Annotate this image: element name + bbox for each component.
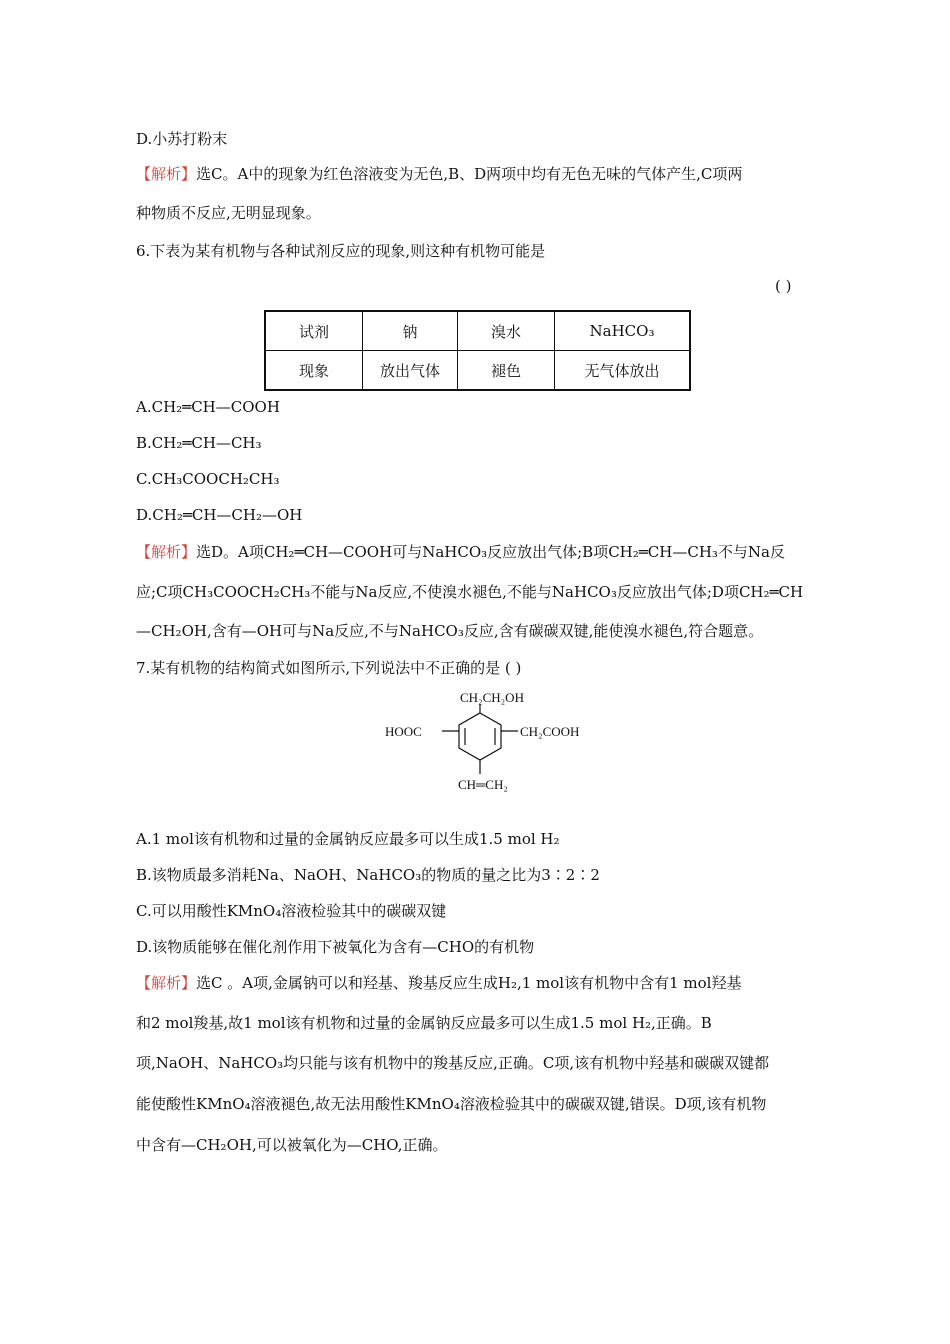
q5-option-d: D.小苏打粉末 (136, 130, 228, 148)
q7-analysis-line-2: 和2 mol羧基,故1 mol该有机物和过量的金属钠反应最多可以生成1.5 mol H₂,正确。B (136, 1014, 712, 1032)
q7-option-a: A.1 mol该有机物和过量的金属钠反应最多可以生成1.5 mol H₂ (136, 830, 560, 848)
table-header-cell: 试剂 (265, 311, 363, 351)
analysis-tag: 【解析】 (136, 543, 197, 561)
analysis-tag: 【解析】 (136, 974, 197, 992)
table-cell: 现象 (265, 351, 363, 391)
q6-answer-bracket: ( ) (775, 277, 792, 295)
q6-option-c: C.CH₃COOCH₂CH₃ (136, 470, 280, 488)
q6-option-d: D.CH₂═CH—CH₂—OH (136, 506, 303, 524)
q7-option-c: C.可以用酸性KMnO₄溶液检验其中的碳碳双键 (136, 902, 447, 920)
q6-analysis-line-3: —CH₂OH,含有—OH可与Na反应,不与NaHCO₃反应,含有碳碳双键,能使溴水褪色,符合题意。 (136, 622, 764, 640)
analysis-text: 选C。A中的现象为红色溶液变为无色,B、D两项中均有无色无味的气体产生,C项两 (196, 165, 743, 183)
substituent-bottom: CH═CH₂ (458, 777, 508, 792)
table-header-cell: NaHCO₃ (555, 311, 691, 351)
structural-formula (380, 690, 580, 800)
q7-analysis-line-1 (136, 972, 741, 994)
analysis-text: 选D。A项CH₂═CH—COOH可与NaHCO₃反应放出气体;B项CH₂═CH—CH₃不与Na反 (196, 543, 786, 561)
q6-option-a: A.CH₂═CH—COOH (136, 398, 280, 416)
substituent-right: CH₂COOH (520, 724, 580, 739)
q7-analysis-line-3: 项,NaOH、NaHCO₃均只能与该有机物中的羧基反应,正确。C项,该有机物中羟基和碳碳双键都 (136, 1054, 770, 1072)
reagent-table (264, 310, 691, 391)
q7-option-d: D.该物质能够在催化剂作用下被氧化为含有—CHO的有机物 (136, 938, 535, 956)
q7-analysis-line-5: 中含有—CH₂OH,可以被氧化为—CHO,正确。 (136, 1136, 448, 1154)
substituent-left: HOOC (385, 724, 422, 739)
analysis-tag: 【解析】 (136, 165, 197, 183)
q6-analysis-line-2: 应;C项CH₃COOCH₂CH₃不能与Na反应,不使溴水褪色,不能与NaHCO₃反应放出气体;D项CH₂═CH (136, 583, 804, 601)
q7-stem: 7.某有机物的结构简式如图所示,下列说法中不正确的是 ( ) (136, 659, 522, 677)
table-header-cell: 溴水 (458, 311, 555, 351)
substituent-top: CH₂CH₂OH (460, 690, 524, 705)
q7-option-b: B.该物质最多消耗Na、NaOH、NaHCO₃的物质的量之比为3∶2∶2 (136, 866, 600, 884)
q5-analysis-line-2: 种物质不反应,无明显现象。 (136, 204, 321, 222)
benzene-ring (442, 704, 518, 774)
analysis-text: 选C 。A项,金属钠可以和羟基、羧基反应生成H₂,1 mol该有机物中含有1 mol羟基 (196, 974, 742, 992)
q6-stem: 6.下表为某有机物与各种试剂反应的现象,则这种有机物可能是 (136, 242, 546, 260)
table-row (265, 351, 690, 391)
q7-analysis-line-4: 能使酸性KMnO₄溶液褪色,故无法用酸性KMnO₄溶液检验其中的碳碳双键,错误。D项,该有机物 (136, 1095, 767, 1113)
q6-analysis-line-1 (136, 541, 785, 563)
table-cell: 褪色 (458, 351, 555, 391)
table-row (265, 311, 690, 351)
table-cell: 放出气体 (363, 351, 458, 391)
q5-analysis-line-1 (136, 163, 742, 185)
q6-option-b: B.CH₂═CH—CH₃ (136, 434, 262, 452)
table-cell: 无气体放出 (555, 351, 691, 391)
table-header-cell: 钠 (363, 311, 458, 351)
